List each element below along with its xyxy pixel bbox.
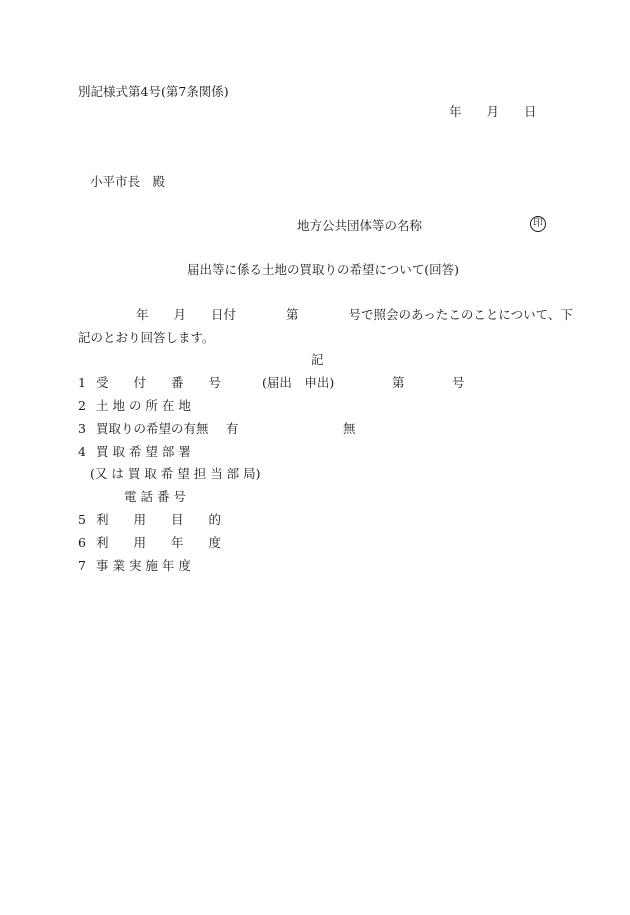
item-number: 3 <box>78 421 86 436</box>
body-line-1: 年 月 日付 第 号で照会のあったこのことについて、下 <box>136 307 573 322</box>
addressee: 小平市長 殿 <box>90 174 166 189</box>
date-line: 年 月 日 <box>449 104 537 119</box>
item-label: 事 業 実 施 年 度 <box>96 558 191 573</box>
item-number: 1 <box>78 375 86 390</box>
option-no: 無 <box>343 421 356 436</box>
item-sublabel: (又 は 買 取 希 望 担 当 部 局) <box>90 466 261 481</box>
item-number: 5 <box>78 512 86 527</box>
option-yes: 有 <box>226 421 239 436</box>
go-label: 号 <box>452 375 465 390</box>
item-label: 利 用 年 度 <box>96 535 222 550</box>
item-label: 受 付 番 号 <box>96 375 222 390</box>
item-number: 4 <box>78 444 86 459</box>
notice-type: (届出 申出) <box>262 375 335 390</box>
phone-label: 電 話 番 号 <box>124 489 186 504</box>
seal-stamp: 印 <box>530 216 546 232</box>
item-label: 利 用 目 的 <box>96 512 222 527</box>
dai-label: 第 <box>392 375 405 390</box>
item-number: 7 <box>78 558 86 573</box>
item-label: 土 地 の 所 在 地 <box>96 398 191 413</box>
form-id: 別記様式第4号(第7条関係) <box>78 84 229 99</box>
ki-heading: 記 <box>311 352 324 367</box>
sender-label: 地方公共団体等の名称 <box>297 218 423 233</box>
body-line-2: 記のとおり回答します。 <box>78 330 215 345</box>
item-label: 買取りの希望の有無 <box>96 421 209 436</box>
item-number: 6 <box>78 535 86 550</box>
document-title: 届出等に係る土地の買取りの希望について(回答) <box>187 262 460 277</box>
item-label: 買 取 希 望 部 署 <box>96 444 191 459</box>
item-number: 2 <box>78 398 86 413</box>
